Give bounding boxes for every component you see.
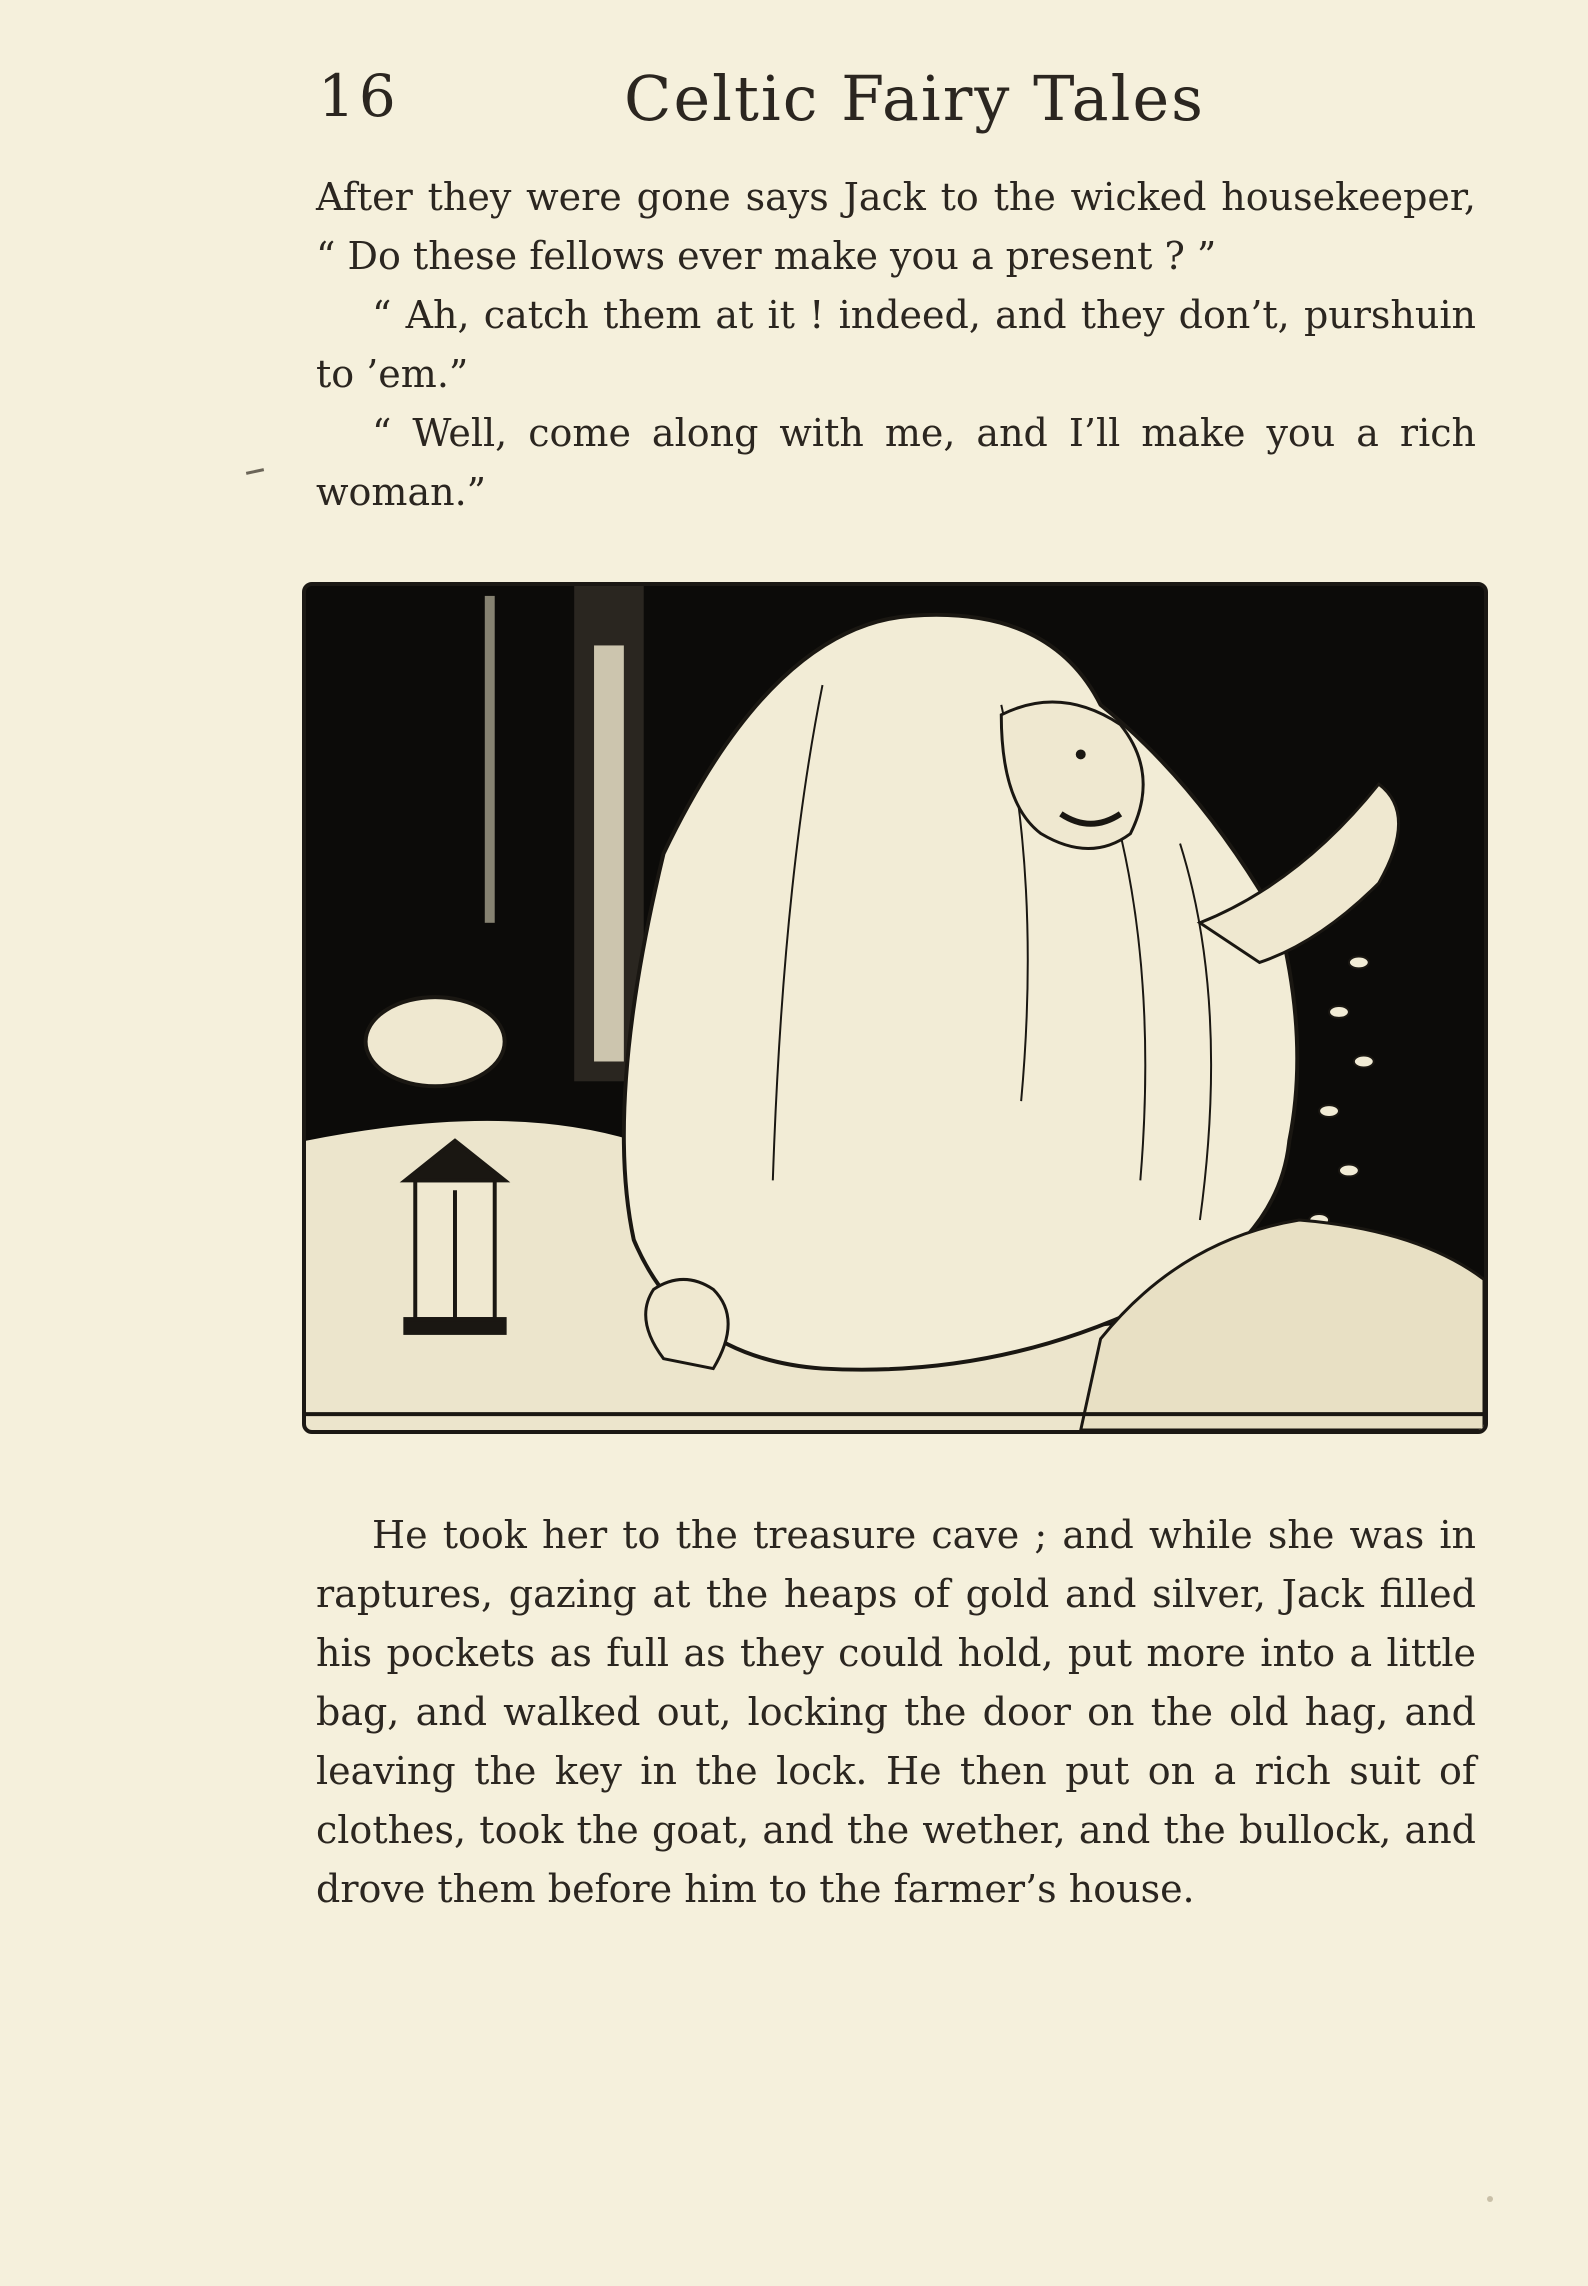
page-header xyxy=(318,62,1478,142)
margin-mark xyxy=(246,468,264,475)
paragraph: “ Well, come along with me, and I’ll make you a rich woman.” xyxy=(316,411,1476,514)
doorway-light xyxy=(594,645,624,1061)
paragraph: He took her to the treasure cave ; and while she was in raptures, gazing at the heaps of gold and silver, Jack filled his pockets as full as they could hold, put more into a little bag, and walked out, locking the door on the old hag, and leaving the key in the lock. He then put on a rich suit of clothes, took the goat, and the wether, and the bullock, and drove them before him to the farmer’s house. xyxy=(316,1513,1476,1911)
paragraph: “ Ah, catch them at it ! indeed, and they don’t, purshuin to ’em.” xyxy=(316,293,1476,396)
paper-speck xyxy=(1487,2196,1493,2202)
falling-coins xyxy=(1309,956,1374,1225)
running-title: Celtic Fairy Tales xyxy=(624,62,1205,135)
lantern xyxy=(405,1141,504,1333)
hag-with-gold-illustration xyxy=(306,586,1484,1430)
bottom-text-block xyxy=(316,1506,1476,1919)
page-number: 16 xyxy=(318,62,400,130)
top-text-block xyxy=(316,168,1476,522)
paragraph: After they were gone says Jack to the wicked housekeeper, “ Do these fellows ever make you a present ? ” xyxy=(316,175,1476,278)
illustration-plate xyxy=(302,582,1488,1434)
overturned-pot xyxy=(366,997,505,1086)
